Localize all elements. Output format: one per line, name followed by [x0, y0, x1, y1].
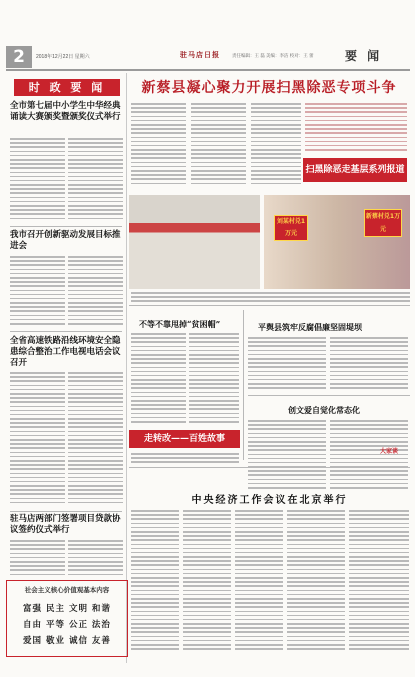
- header-rule: [6, 69, 410, 71]
- separator: [10, 331, 122, 332]
- story-series-label: 走转改——百姓故事: [129, 430, 240, 448]
- story-body: [131, 453, 239, 466]
- core-values-title: 社会主义核心价值观基本内容: [24, 586, 110, 594]
- article-body-2a: [10, 256, 65, 327]
- article-body-3b: [68, 372, 123, 506]
- sub2-body-a: [248, 337, 326, 391]
- sub2-body-b: [330, 337, 408, 391]
- lead-body-2: [191, 103, 246, 187]
- separator: [248, 395, 410, 396]
- article-body-1b: [68, 138, 123, 222]
- article-body-1a: [10, 138, 65, 222]
- bottom-body-2: [183, 510, 231, 652]
- masthead: 驻马店日报: [180, 50, 220, 59]
- award-photo: [264, 195, 410, 289]
- core-values-line-3: 爱国 敬业 诚信 友善: [23, 636, 111, 646]
- photo-caption: [131, 292, 410, 305]
- sub-headline-1: 不等不靠甩掉“贫困帽”: [139, 319, 221, 329]
- separator: [129, 305, 410, 306]
- column-divider: [126, 73, 127, 663]
- core-values-box: [6, 580, 128, 657]
- separator: [10, 511, 122, 512]
- article-headline-2: 我市召开创新驱动发展目标推进会: [10, 230, 121, 251]
- lead-body-1: [131, 103, 186, 187]
- core-values-line-2: 自由 平等 公正 法治: [23, 620, 111, 630]
- separator: [10, 226, 122, 227]
- bottom-body-3: [235, 510, 283, 652]
- sub3-body-a: [248, 420, 326, 491]
- cheque-board-2: 新蔡村兑1万元: [364, 209, 402, 237]
- group-photo: [129, 195, 260, 289]
- lead-body-4: [305, 103, 407, 153]
- sub1-body-a: [131, 333, 186, 425]
- separator: [129, 467, 410, 468]
- article-headline-3: 全省高速铁路沿线环境安全隐患综合整治工作电视电话会议召开: [10, 336, 121, 368]
- lead-body-3: [251, 103, 301, 187]
- column-divider: [243, 310, 244, 460]
- bottom-body-4: [287, 510, 345, 652]
- bottom-body-1: [131, 510, 179, 652]
- article-body-3a: [10, 372, 65, 506]
- corner-logo: 大家谈: [380, 448, 399, 455]
- article-headline-4: 驻马店两部门签署项目贷款协议签约仪式举行: [10, 514, 121, 535]
- bottom-body-5: [349, 510, 409, 652]
- cheque-board-1: 刘某村兑1万元: [274, 215, 308, 241]
- series-label: 扫黑除恶走基层系列报道: [303, 158, 407, 182]
- core-values-line-1: 富强 民主 文明 和谐: [23, 604, 111, 614]
- issue-date: 2018年12月22日 星期六: [36, 54, 90, 60]
- sub-headline-2: 平舆县筑牢反腐倡廉坚固堤坝: [258, 322, 362, 332]
- article-body-4a: [10, 540, 65, 578]
- section-title: 要 闻: [345, 49, 383, 63]
- sub-headline-3: 创文爱自觉化常态化: [288, 405, 360, 415]
- article-body-4b: [68, 540, 123, 578]
- bottom-headline: 中央经济工作会议在北京举行: [191, 495, 348, 506]
- article-headline-1: 全市第七届中小学生中华经典诵读大赛颁奖暨颁奖仪式举行: [10, 101, 121, 122]
- editors-line: 责任编辑：王 磊 美编：李洁 校对：王 蕾: [232, 53, 314, 58]
- lead-headline: 新蔡县凝心聚力开展扫黑除恶专项斗争: [141, 80, 397, 96]
- page-number: 2: [6, 46, 32, 68]
- sub3-body-b: [330, 420, 408, 491]
- sub1-body-b: [189, 333, 239, 425]
- politics-news-banner: 时 政 要 闻: [14, 79, 120, 96]
- article-body-2b: [68, 256, 123, 327]
